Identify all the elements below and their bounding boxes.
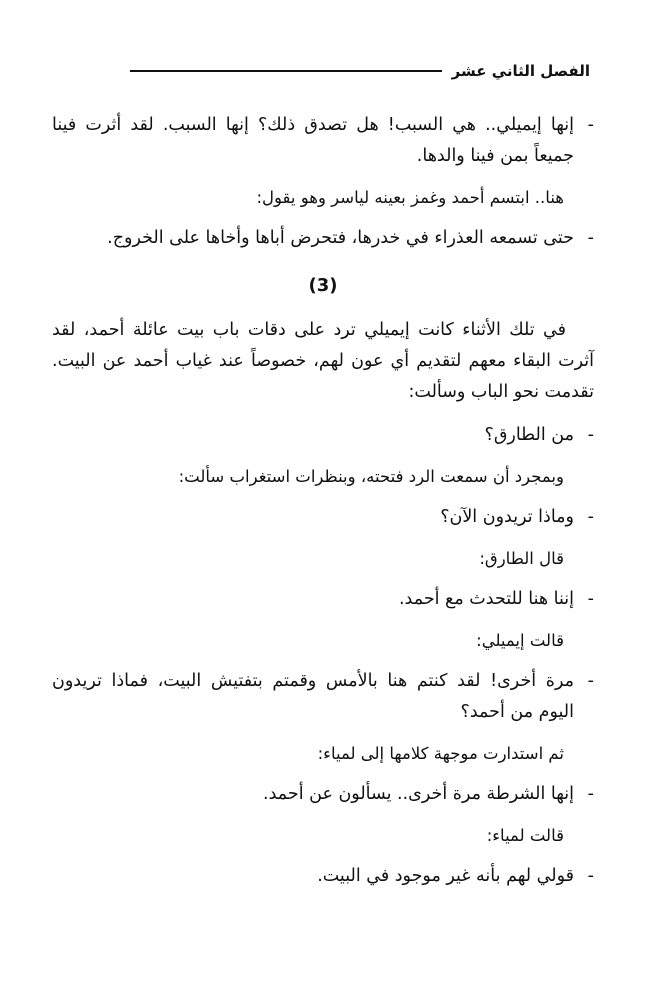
dialogue-dash: - xyxy=(587,784,594,804)
dialogue-line xyxy=(52,502,594,533)
narration-line: ثم استدارت موجهة كلامها إلى لمياء: xyxy=(317,744,564,763)
header-rule xyxy=(130,70,442,72)
page-body xyxy=(52,110,594,902)
dialogue-line xyxy=(52,584,594,615)
dialogue-text: إنها إيميلي.. هي السبب! هل تصدق ذلك؟ إنها السبب. لقد أثرت فينا جميعاً بمن فينا والدها. xyxy=(52,115,574,166)
dialogue-dash: - xyxy=(587,866,594,886)
dialogue-line xyxy=(52,223,594,254)
dialogue-dash: - xyxy=(587,425,594,445)
dialogue-dash: - xyxy=(587,589,594,609)
dialogue-line xyxy=(52,110,594,172)
dialogue-text: إنها الشرطة مرة أخرى.. يسألون عن أحمد. xyxy=(263,784,574,804)
narration-line: هنا.. ابتسم أحمد وغمز بعينه لياسر وهو يقول: xyxy=(256,188,564,207)
dialogue-line xyxy=(52,779,594,810)
dialogue-dash: - xyxy=(587,228,594,248)
paragraph: في تلك الأثناء كانت إيميلي ترد على دقات باب بيت عائلة أحمد، لقد آثرت البقاء معهم لتقديم أي عون لهم، خصوصاً عند غياب أحمد عن البيت. تقدمت نحو الباب وسألت: xyxy=(52,320,594,402)
dialogue-text: حتى تسمعه العذراء في خدرها، فتحرض أباها وأخاها على الخروج. xyxy=(107,228,574,248)
dialogue-dash: - xyxy=(587,507,594,527)
dialogue-text: قولي لهم بأنه غير موجود في البيت. xyxy=(317,866,574,886)
dialogue-line xyxy=(52,861,594,892)
narration-line: وبمجرد أن سمعت الرد فتحته، وبنظرات استغراب سألت: xyxy=(178,467,564,486)
narration-line: قالت لمياء: xyxy=(486,826,564,845)
dialogue-text: إننا هنا للتحدث مع أحمد. xyxy=(398,589,574,609)
dialogue-line xyxy=(52,420,594,451)
dialogue-dash: - xyxy=(587,115,594,135)
dialogue-text: من الطارق؟ xyxy=(484,425,574,445)
section-number: (3) xyxy=(308,275,338,296)
narration-line: قال الطارق: xyxy=(479,549,564,568)
dialogue-text: مرة أخرى! لقد كنتم هنا بالأمس وقمتم بتفتيش البيت، فماذا تريدون اليوم من أحمد؟ xyxy=(52,671,574,722)
dialogue-text: وماذا تريدون الآن؟ xyxy=(440,507,574,527)
chapter-title: الفصل الثاني عشر xyxy=(451,62,590,80)
narration-line: قالت إيميلي: xyxy=(476,631,564,650)
dialogue-dash: - xyxy=(587,671,594,691)
dialogue-line xyxy=(52,666,594,728)
page-header xyxy=(130,56,590,86)
